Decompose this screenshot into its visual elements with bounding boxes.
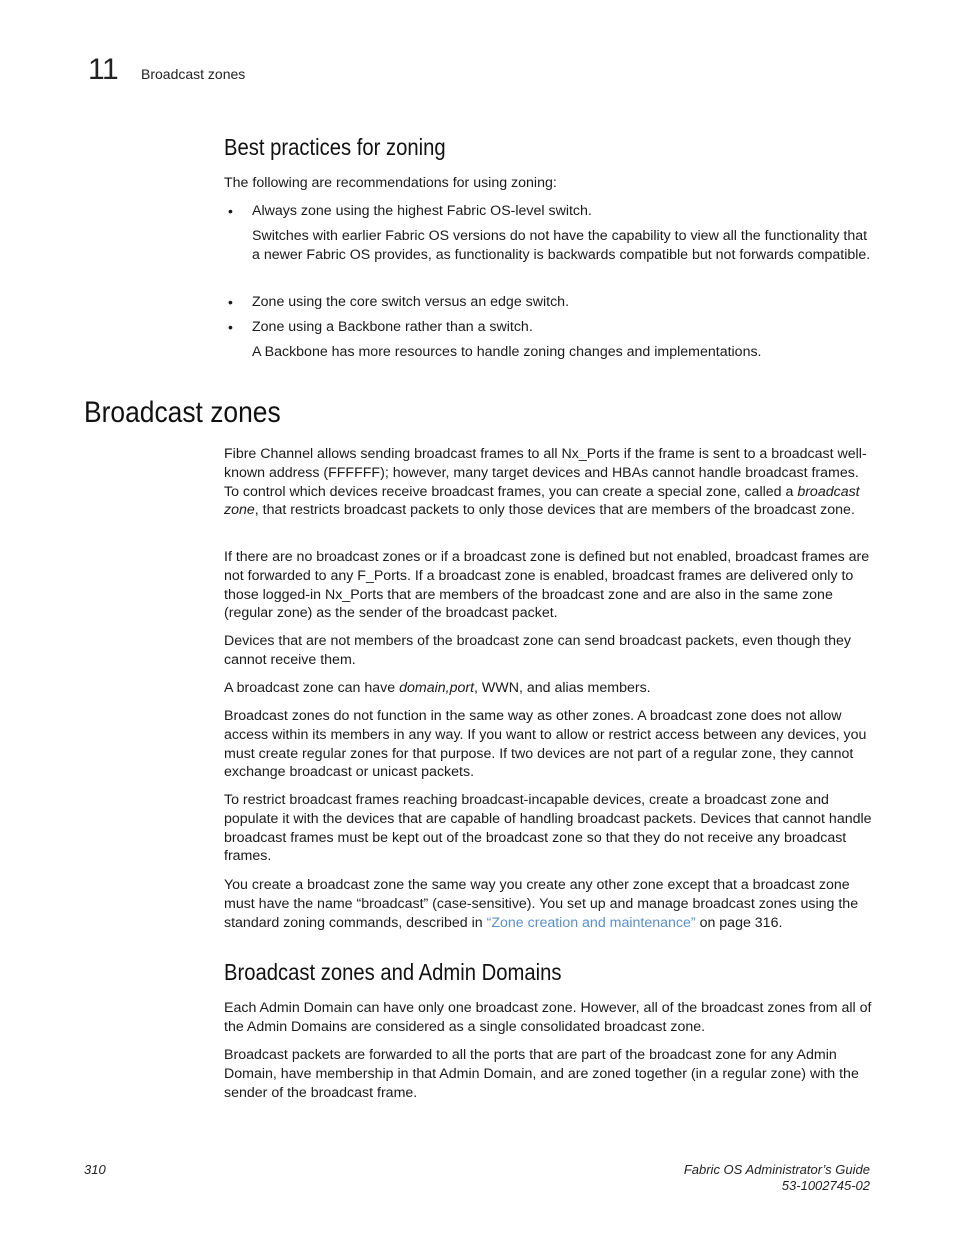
bullet-item: Zone using the core switch versus an edge switch. xyxy=(252,294,570,310)
paragraph: Devices that are not members of the broadcast zone can send broadcast packets, even though they cannot receive them. xyxy=(224,633,851,668)
page-number: 310 xyxy=(84,1162,106,1177)
paragraph: To restrict broadcast frames reaching broadcast-incapable devices, create a broadcast zone and populate it with the devices that are capable of handling broadcast packets. Devices that cannot handle broadcast frames must be kept out of the broadcast zone so that they do not receive any broadcast frames. xyxy=(224,792,872,865)
doc-number: 53-1002745-02 xyxy=(781,1178,870,1193)
emphasis-term: domain,port xyxy=(399,680,475,696)
chapter-number: 11 xyxy=(88,53,119,86)
cross-reference-link[interactable]: “Zone creation and maintenance” xyxy=(486,914,696,931)
bullet-marker: • xyxy=(228,203,233,219)
paragraph: Broadcast zones do not function in the same way as other zones. A broadcast zone does not allow access within its members in any way. If you want to allow or restrict access between any devices, you must create regular zones for that purpose. If two devices are not part of a regular zone, they cannot exchange broadcast or unicast packets. xyxy=(224,708,867,781)
bullet-note: Switches with earlier Fabric OS versions do not have the capability to view all the functionality that a newer Fabric OS provides, as functionality is backwards compatible but not forwards compatible. xyxy=(252,228,871,263)
emphasis-term: broadcast zone xyxy=(224,483,860,519)
best-practices-intro: The following are recommendations for using zoning: xyxy=(224,175,557,191)
paragraph: If there are no broadcast zones or if a broadcast zone is defined but not enabled, broadcast frames are not forwarded to any F_Ports. If a broadcast zone is enabled, broadcast frames are delivered only to those logged-in Nx_Ports that are members of the broadcast zone and are also in the same zone (regular zone) as the sender of the broadcast packet. xyxy=(224,549,870,622)
bullet-marker: • xyxy=(228,319,233,335)
running-head: Broadcast zones xyxy=(141,66,246,82)
paragraph: You create a broadcast zone the same way you create any other zone except that a broadcast zone must have the name “broadcast” (case-sensitive). You set up and manage broadcast zones using the standard zoning commands, described in “Zone creation and maintenance” on page 316. xyxy=(224,877,859,931)
bullet-marker: • xyxy=(228,294,233,310)
paragraph: Each Admin Domain can have only one broadcast zone. However, all of the broadcast zones from all of the Admin Domains are considered as a single consolidated broadcast zone. xyxy=(224,1000,872,1035)
paragraph: Fibre Channel allows sending broadcast frames to all Nx_Ports if the frame is sent to a broadcast well-known address (FFFFFF); however, many target devices and HBAs cannot handle broadcast frames. To control which devices receive broadcast frames, you can create a special zone, called a broadcast zone, that restricts broadcast packets to only those devices that are members of the broadcast zone. xyxy=(224,446,867,519)
bullet-note: A Backbone has more resources to handle zoning changes and implementations. xyxy=(252,344,762,360)
footer-doc-info xyxy=(684,1162,870,1194)
guide-title: Fabric OS Administrator’s Guide xyxy=(683,1162,870,1177)
bullet-item: Zone using a Backbone rather than a switch. xyxy=(252,319,533,335)
paragraph: Broadcast packets are forwarded to all the ports that are part of the broadcast zone for any Admin Domain, have membership in that Admin Domain, and are zoned together (in a regular zone) with the sender of the broadcast frame. xyxy=(224,1047,859,1101)
section-heading-best-practices: Best practices for zoning xyxy=(224,134,446,160)
paragraph: A broadcast zone can have domain,port, WWN, and alias members. xyxy=(224,680,651,696)
section-heading-admin-domains: Broadcast zones and Admin Domains xyxy=(224,959,562,985)
bullet-item: Always zone using the highest Fabric OS-level switch. xyxy=(252,203,592,219)
section-heading-broadcast-zones: Broadcast zones xyxy=(84,396,281,429)
